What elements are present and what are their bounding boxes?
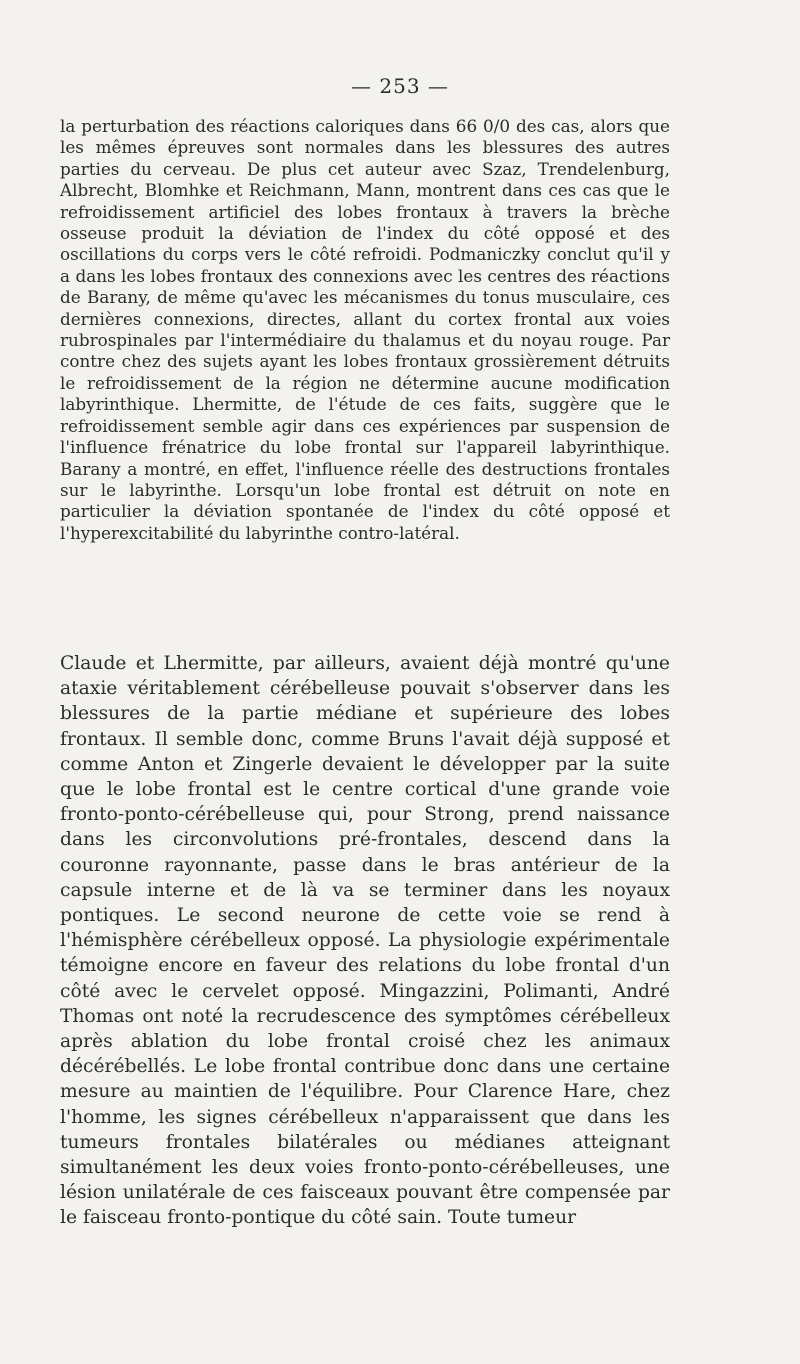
- paragraph-1: la perturbation des réactions caloriques dans 66 0/0 des cas, alors que les mêmes épreuves sont normales dans les blessures des autres parties du cerveau. De plus cet auteur avec Szaz, Trendelenburg, Albrecht, Blomhke et Reichmann, Mann, montrent dans ces cas que le refroidissement artificiel des lobes frontaux à travers la brèche osseuse produit la déviation de l'index du côté opposé et des oscillations du corps vers le côté refroidi. Podmaniczky conclut qu'il y a dans les lobes frontaux des connexions avec les centres des réactions de Barany, de même qu'avec les mécanismes du tonus musculaire, ces dernières connexions, directes, allant du cortex frontal aux voies rubrospinales par l'intermédiaire du thalamus et du noyau rouge. Par contre chez des sujets ayant les lobes frontaux grossièrement détruits le refroidissement de la région ne détermine aucune modification labyrinthique. Lhermitte, de l'étude de ces faits, suggère que le refroidissement semble agir dans ces expériences par suspension de l'influence frénatrice du lobe frontal sur l'appareil labyrinthique. Barany a montré, en effet, l'influence réelle des destructions frontales sur le labyrinthe. Lorsqu'un lobe frontal est détruit on note en particulier la déviation spontanée de l'index du côté opposé et l'hyperexcitabilité du labyrinthe contro-latéral.: [60, 116, 670, 543]
- paragraph-2: Claude et Lhermitte, par ailleurs, avaient déjà montré qu'une ataxie véritablement cérébelleuse pouvait s'observer dans les blessures de la partie médiane et supérieure des lobes frontaux. Il semble donc, comme Bruns l'avait déjà supposé et comme Anton et Zingerle devaient le développer par la suite que le lobe frontal est le centre cortical d'une grande voie fronto-ponto-cérébelleuse qui, pour Strong, prend naissance dans les circonvolutions pré-frontales, descend dans la couronne rayonnante, passe dans le bras antérieur de la capsule interne et de là va se terminer dans les noyaux pontiques. Le second neurone de cette voie se rend à l'hémisphère cérébelleux opposé. La physiologie expérimentale témoigne encore en faveur des relations du lobe frontal d'un côté avec le cervelet opposé. Mingazzini, Polimanti, André Thomas ont noté la recrudescence des symptômes cérébelleux après ablation du lobe frontal croisé chez les animaux décérébellés. Le lobe frontal contribue donc dans une certaine mesure au maintien de l'équilibre. Pour Clarence Hare, chez l'homme, les signes cérébelleux n'apparaissent que dans les tumeurs frontales bilatérales ou médianes atteignant simultanément les deux voies fronto-ponto-cérébelleuses, une lésion unilatérale de ces faisceaux pouvant être compensée par le faisceau fronto-pontique du côté sain. Toute tumeur: [60, 653, 670, 1229]
- page-number: — 253 —: [351, 74, 449, 98]
